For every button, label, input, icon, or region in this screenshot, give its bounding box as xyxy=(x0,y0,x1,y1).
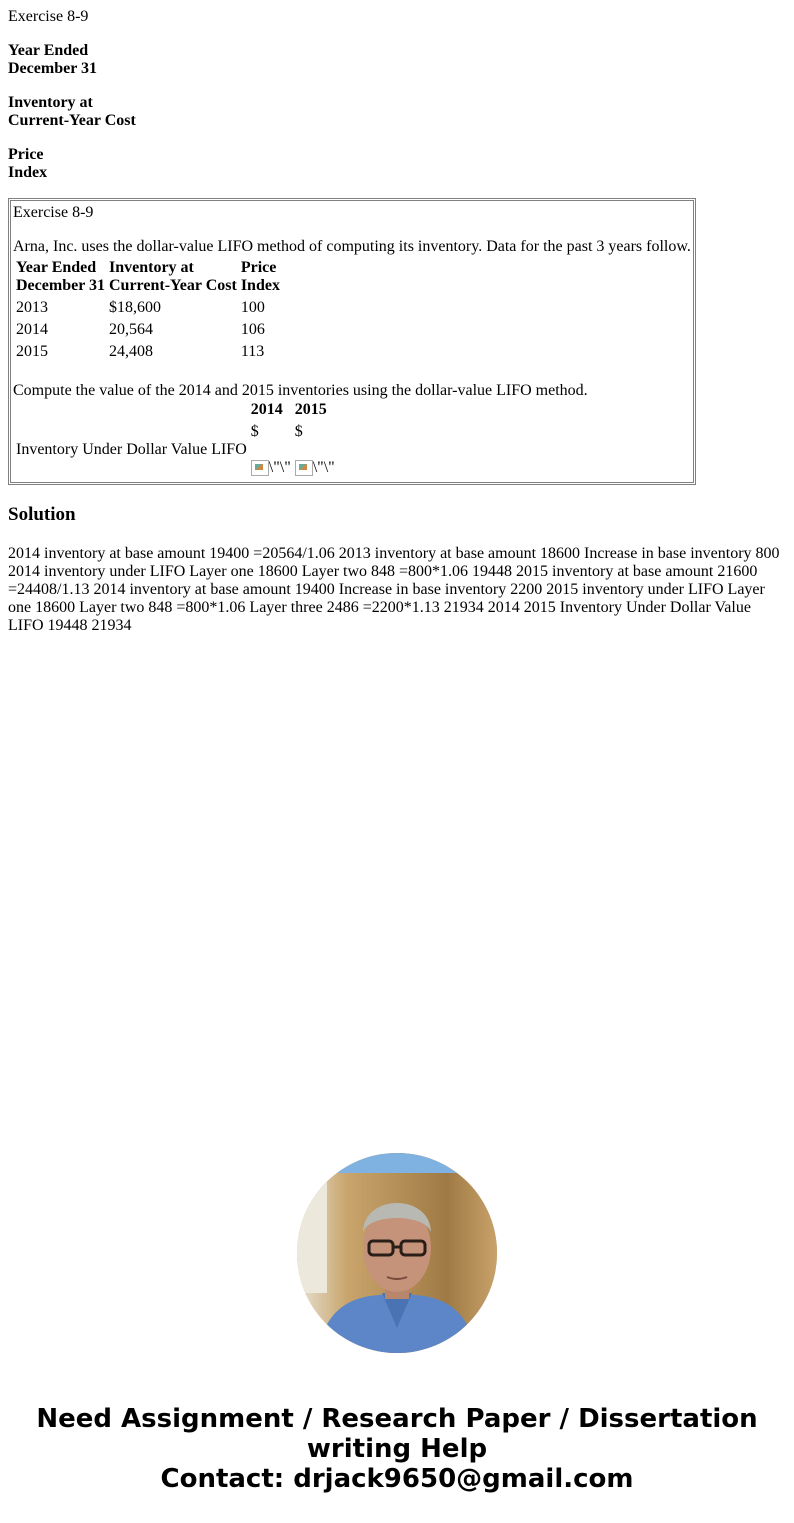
answer-input-2015[interactable] xyxy=(295,459,335,476)
table-cell-inventory: $18,600 xyxy=(109,299,161,316)
table-header-row xyxy=(15,258,281,296)
header-year-ended-line1: Year Ended xyxy=(8,42,89,59)
contact-line1: Need Assignment / Research Paper / Dissertation xyxy=(36,1404,758,1434)
author-avatar xyxy=(297,1153,497,1353)
answer-table xyxy=(13,398,338,480)
solution-text: 2014 inventory at base amount 19400 =20564/1.06 2013 inventory at base amount 18600 Increase in base inventory 800 2014 inventory under LIFO Layer one 18600 Layer two 848 =800*1.06 19448 2015 inventory at base amount 21600 =24408/1.13 2014 inventory at base amount 19400 Increase in base inventory 2200 2015 inventory under LIFO Layer one 18600 Layer two 848 =800*1.06 Layer three 2486 =2200*1.13 21934 2014 2015 Inventory Under Dollar Value LIFO 19448 21934 xyxy=(8,545,780,634)
table-cell-index: 106 xyxy=(240,321,265,338)
page xyxy=(0,0,794,635)
header-year-ended xyxy=(8,42,786,78)
table-cell-year: 2013 xyxy=(16,299,48,316)
table-header-year-line2: December 31 xyxy=(16,277,105,294)
table-header-price-line2: Index xyxy=(240,277,280,294)
table-header-inventory xyxy=(108,258,238,296)
header-price-index xyxy=(8,146,786,182)
broken-image-icon xyxy=(295,460,313,476)
header-inventory-line1: Inventory at xyxy=(8,94,93,111)
image-alt-text: \"\" xyxy=(268,459,291,476)
exercise-question: Compute the value of the 2014 and 2015 inventories using the dollar-value LIFO method. xyxy=(13,382,588,399)
answer-row-label: Inventory Under Dollar Value LIFO xyxy=(16,441,247,458)
currency-symbol: $ xyxy=(294,423,303,440)
header-year-ended-line2: December 31 xyxy=(8,60,97,77)
broken-image-icon xyxy=(251,460,269,476)
table-cell-inventory: 24,408 xyxy=(109,343,153,360)
header-price-line2: Index xyxy=(8,164,48,181)
table-header-year-line1: Year Ended xyxy=(16,259,97,276)
exercise-box-inner xyxy=(10,200,694,483)
header-inventory-line2: Current-Year Cost xyxy=(8,112,136,129)
answer-header-row xyxy=(15,400,336,420)
header-price-line1: Price xyxy=(8,146,44,163)
table-row xyxy=(15,342,281,362)
table-cell-year: 2015 xyxy=(16,343,48,360)
page-title: Exercise 8-9 xyxy=(8,8,89,25)
exercise-box xyxy=(8,198,696,485)
table-cell-inventory: 20,564 xyxy=(109,321,153,338)
answer-input-2014[interactable] xyxy=(251,459,291,476)
exercise-title: Exercise 8-9 xyxy=(13,204,94,221)
answer-cell-2015 xyxy=(294,422,336,478)
answer-cell-2014 xyxy=(250,422,292,478)
inventory-data-table xyxy=(13,256,283,364)
answer-header-2014: 2014 xyxy=(250,401,283,418)
answer-header-2015: 2015 xyxy=(294,401,327,418)
contact-banner xyxy=(0,1404,794,1494)
author-photo-icon xyxy=(297,1153,497,1353)
contact-line2: writing Help xyxy=(306,1434,488,1464)
solution-heading: Solution xyxy=(8,504,76,525)
table-header-inventory-line2: Current-Year Cost xyxy=(109,277,237,294)
table-header-year xyxy=(15,258,106,296)
answer-row xyxy=(15,422,336,478)
table-cell-index: 100 xyxy=(240,299,265,316)
exercise-intro: Arna, Inc. uses the dollar-value LIFO method of computing its inventory. Data for the past 3 years follow. xyxy=(13,238,691,255)
currency-symbol: $ xyxy=(250,423,259,440)
table-row xyxy=(15,320,281,340)
table-cell-year: 2014 xyxy=(16,321,48,338)
table-header-inventory-line1: Inventory at xyxy=(109,259,194,276)
table-header-price xyxy=(240,258,281,296)
table-header-price-line1: Price xyxy=(240,259,277,276)
table-row xyxy=(15,298,281,318)
header-inventory-cost xyxy=(8,94,786,130)
image-alt-text: \"\" xyxy=(312,459,335,476)
table-cell-index: 113 xyxy=(240,343,265,360)
contact-email[interactable]: Contact: drjack9650@gmail.com xyxy=(160,1464,634,1494)
